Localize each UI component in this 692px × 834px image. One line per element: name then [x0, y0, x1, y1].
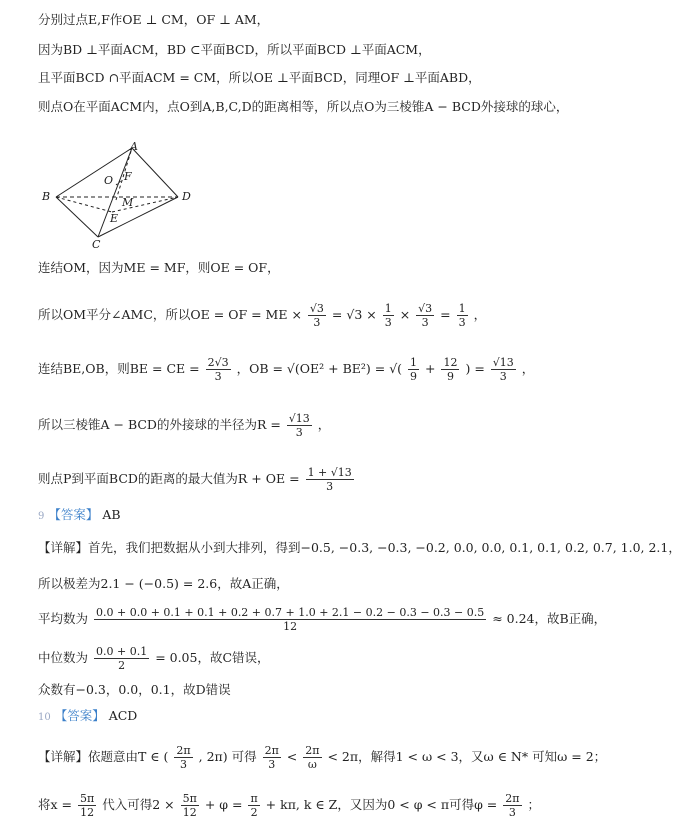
line-5: 连结OM，因为ME = MF，则OE = OF，	[38, 260, 280, 275]
label-A: A	[130, 140, 138, 153]
label-C: C	[92, 238, 101, 251]
label-O: O	[104, 174, 114, 187]
eq-1: 所以OM平分∠AMC，所以OE = OF = ME × $\frac{√3}{3}$ = √3 × $\frac{1}{3}$ × $\frac{√3}{3}$ = $\frac{1}{3}$ ，	[38, 302, 487, 329]
label-F: F	[124, 170, 132, 183]
range-9: 所以极差为2.1 − (−0.5) = 2.6，故A正确，	[38, 576, 289, 591]
line-4: 则点O在平面ACM内，点O到A,B,C,D的距离相等，所以点O为三棱锥A − BCD外接球的球心，	[38, 99, 569, 114]
label-E: E	[110, 212, 119, 225]
last-10: 将x = $\frac{5\pi}{12}$ 代入可得2 × $\frac{5\pi}{12}$ + φ = $\frac{\pi}{2}$ + kπ, k ∈ Z，又因为0 < φ < π可得φ = $\frac{2\pi}{3}$ ；	[38, 792, 540, 819]
line-2: 因为BD ⊥平面ACM，BD ⊂平面BCD，所以平面BCD ⊥平面ACM，	[38, 42, 431, 57]
median-9: 中位数为 $\frac{0.0 + 0.1}{2}$ = 0.05，故C错误，	[38, 645, 270, 672]
tetrahedron-figure	[34, 140, 204, 252]
line-1: 分别过点E,F作OE ⊥ CM，OF ⊥ AM，	[38, 12, 270, 27]
eq-3: 所以三棱锥A − BCD的外接球的半径为R = $\frac{√13}{3}$ ，	[38, 412, 331, 439]
mean-9: 平均数为 0.0 + 0.0 + 0.1 + 0.1 + 0.2 + 0.7 + 1.0 + 2.1 − 0.2 − 0.3 − 0.3 − 0.5 12 ≈ 0.24，故B正确，	[38, 606, 607, 633]
detail-9: 【详解】首先，我们把数据从小到大排列，得到−0.5, −0.3, −0.3, −0.2, 0.0, 0.0, 0.1, 0.1, 0.2, 0.7, 1.0, 2.1，	[38, 540, 681, 555]
eq-2: 连结BE,OB，则BE = CE = $\frac{2√3}{3}$ ，OB = √(OE² + BE²) = √( $\frac{1}{9}$ + $\frac{12}{9}$ ) = $\frac{√13}{3}$ ，	[38, 356, 535, 383]
label-D: D	[182, 190, 191, 203]
answer-9: 9 【答案】 AB	[38, 507, 121, 522]
detail-10: 【详解】依题意由T ∈ ( $\frac{2\pi}{3}$ , 2π) 可得 $\frac{2\pi}{3}$ < $\frac{2\pi}{\omega}$ < 2π，解得1 < ω < 3，又ω ∈ N* 可知ω = 2；	[38, 744, 607, 771]
eq-4: 则点P到平面BCD的距离的最大值为R + OE = $\frac{1 + √13}{3}$	[38, 466, 352, 493]
label-B: B	[42, 190, 51, 203]
mode-9: 众数有−0.3，0.0，0.1，故D错误	[38, 682, 231, 697]
label-M: M	[122, 196, 134, 209]
line-3: 且平面BCD ∩平面ACM = CM，所以OE ⊥平面BCD，同理OF ⊥平面ABD，	[38, 70, 481, 85]
answer-10: 10 【答案】 ACD	[38, 708, 138, 723]
